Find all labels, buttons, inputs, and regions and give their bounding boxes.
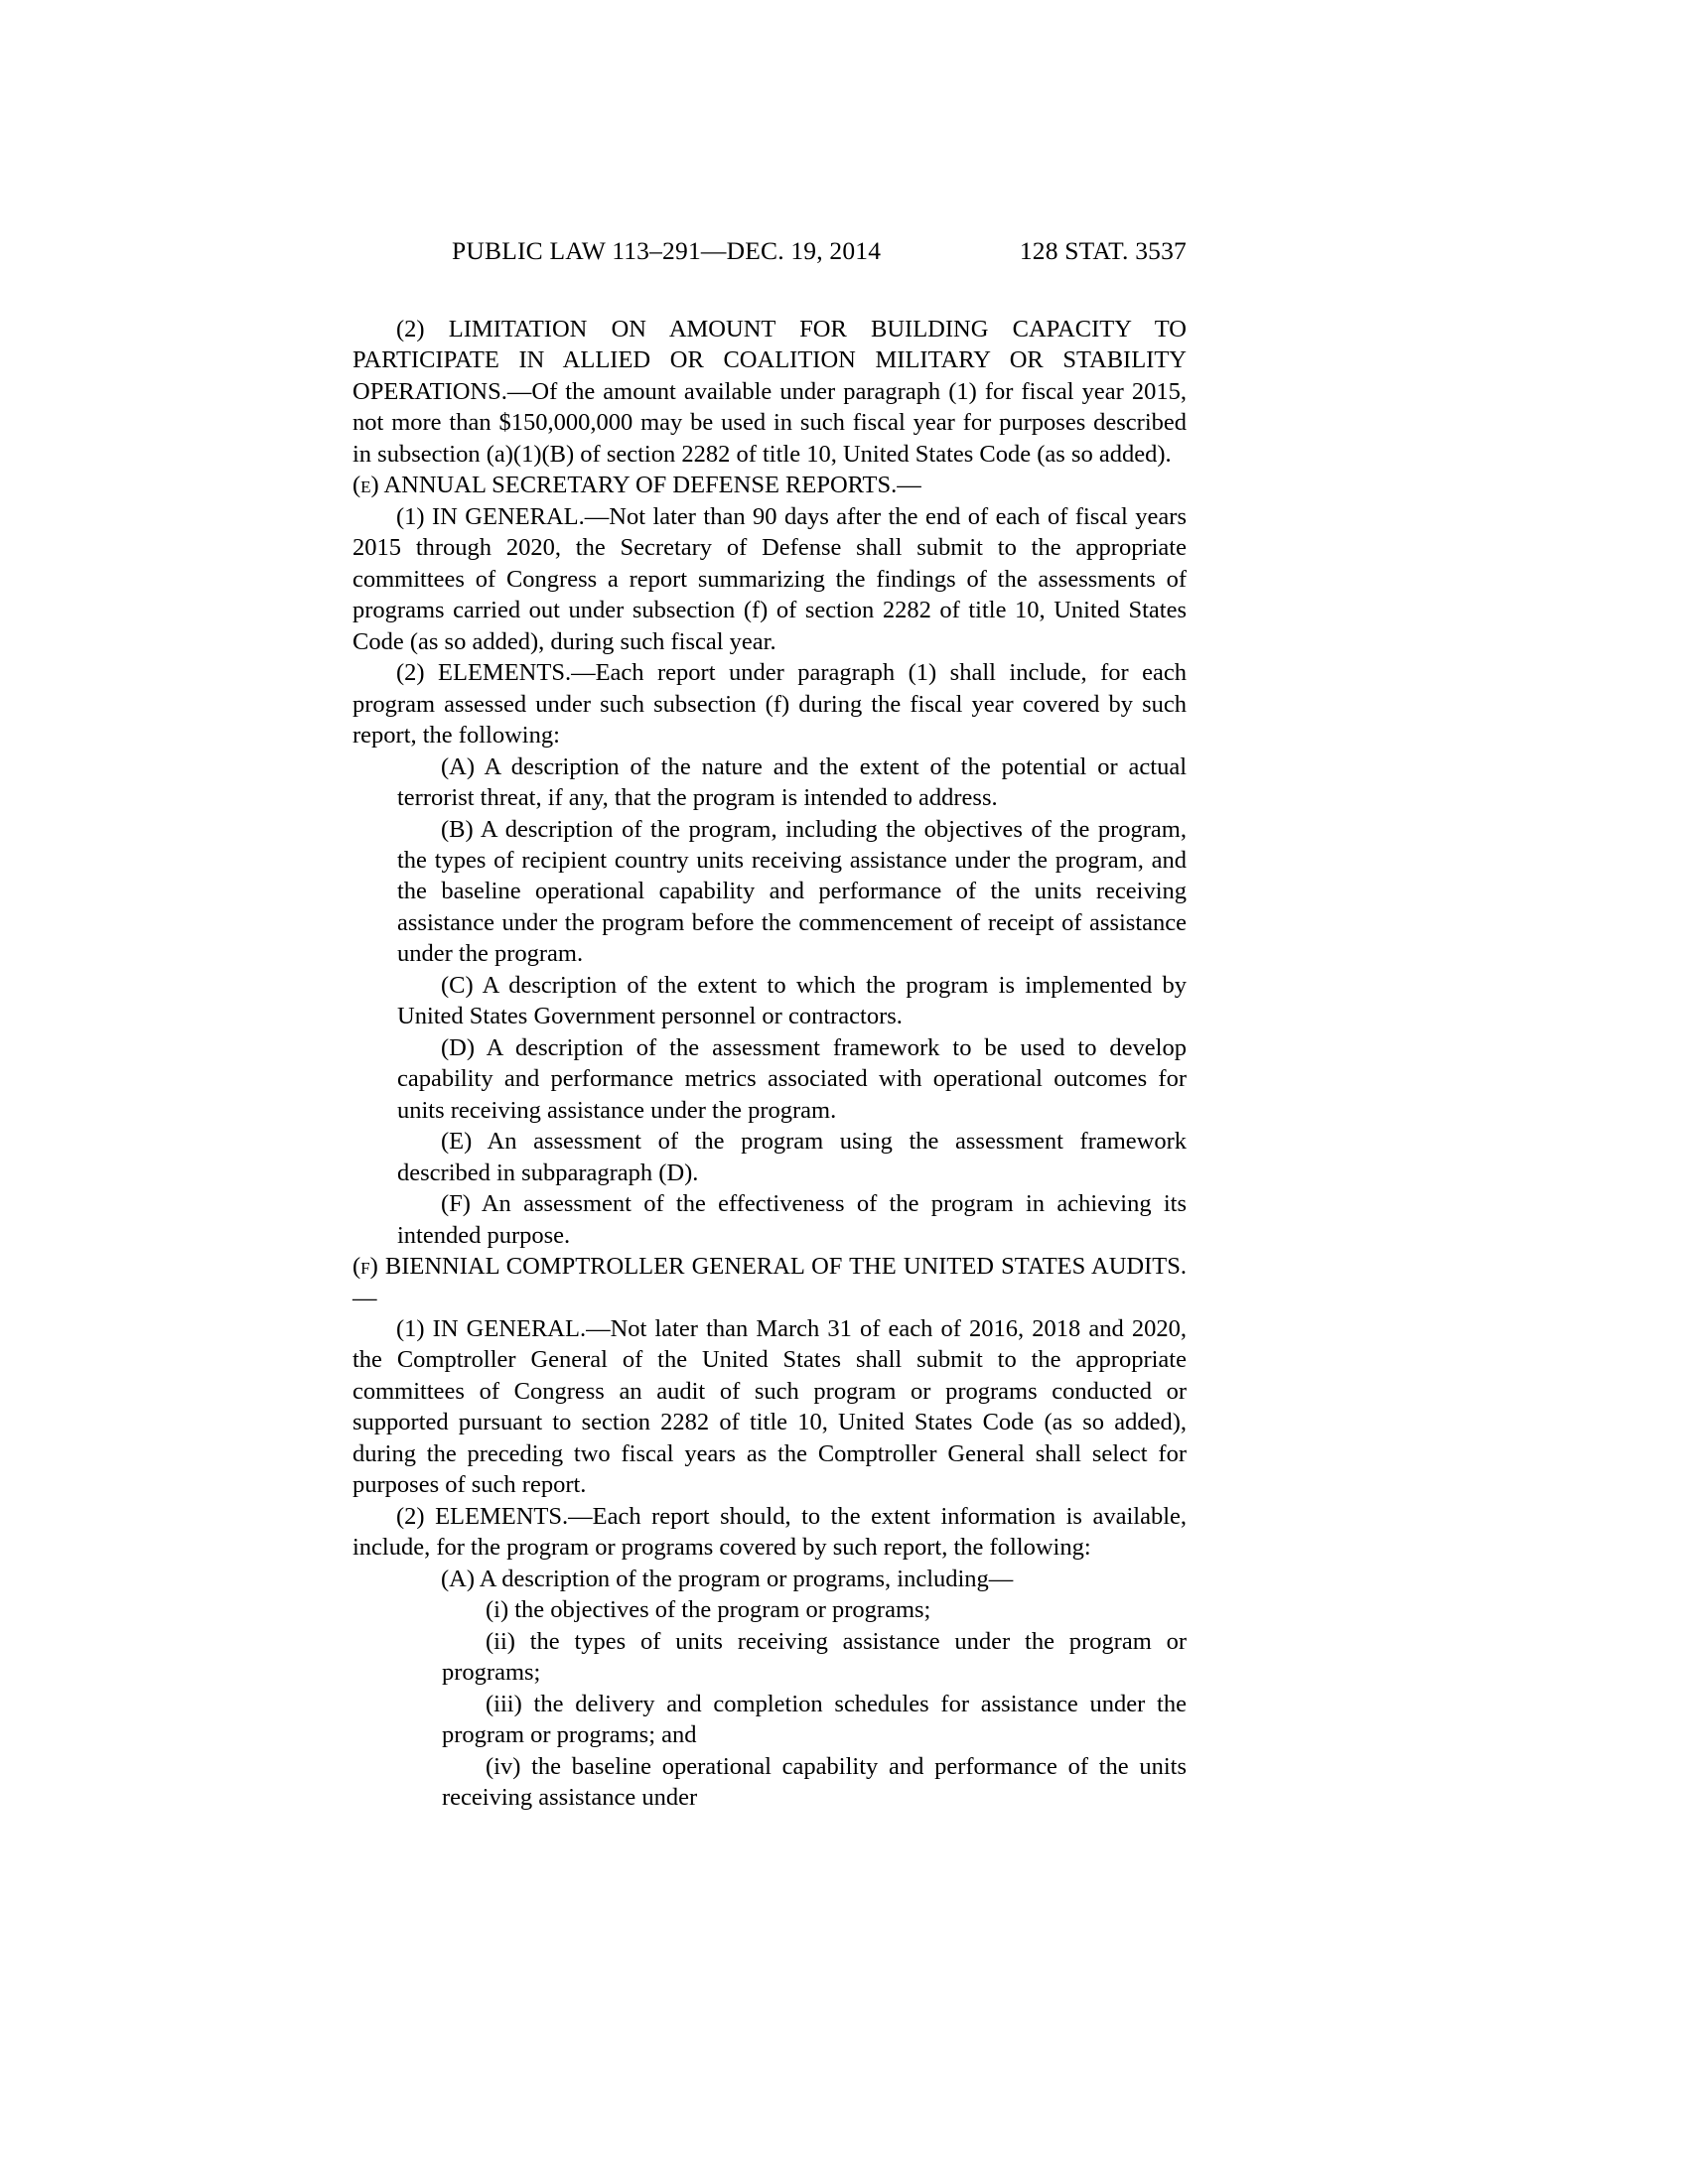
clause-i: (i) the objectives of the program or programs; (486, 1596, 931, 1624)
page-content (352, 236, 1187, 1814)
subparagraph-F: (F) An assessment of the effectiveness of the program in achieving its intended purpose. (397, 1190, 1187, 1249)
paragraph-e2 (352, 657, 1187, 751)
subparagraph-C: (C) A description of the extent to which the program is implemented by United States Government personnel or contractors. (397, 971, 1187, 1030)
subsection-f-heading: (f) BIENNIAL COMPTROLLER GENERAL OF THE UNITED STATES AUDITS.— (352, 1253, 1187, 1311)
clause-ii: (ii) the types of units receiving assistance under the program or programs; (442, 1627, 1187, 1687)
clause-iii: (iii) the delivery and completion schedules for assistance under the program or programs; and (442, 1690, 1187, 1749)
paragraph-f2-text: —Each report should, to the extent information is available, include, for the program or programs covered by such report, the following: (352, 1502, 1188, 1562)
paragraph-f1-heading: (1) IN GENERAL. (396, 1315, 587, 1342)
subparagraph-D: (D) A description of the assessment framework to be used to develop capability and performance metrics associated with operational outcomes for units receiving assistance under the program. (397, 1033, 1187, 1124)
subparagraph-E: (E) An assessment of the program using the assessment framework described in subparagraph (D). (397, 1128, 1187, 1186)
running-head-left: PUBLIC LAW 113–291—DEC. 19, 2014 (452, 236, 882, 265)
paragraph-2-text: —Of the amount available under paragraph (1) for fiscal year 2015, not more than $150,000,000 may be used in such fiscal year for purposes described in subsection (a)(1)(B) of section 2282 of title 10, United States Code (as so added). (352, 377, 1187, 468)
subsection-e-heading: (e) ANNUAL SECRETARY OF DEFENSE REPORTS.— (352, 472, 921, 499)
running-head (352, 236, 1187, 266)
paragraph-e2-text: —Each report under paragraph (1) shall include, for each program assessed under such subsection (f) during the fiscal year covered by such report, the following: (352, 659, 1188, 750)
paragraph-e2-heading: (2) ELEMENTS. (396, 659, 572, 687)
paragraph-2-limitation (352, 314, 1187, 470)
paragraph-e1-text: —Not later than 90 days after the end of each of fiscal years 2015 through 2020, the Secretary of Defense shall submit to the appropriate committees of Congress a report summarizing the findings of the assessments of programs carried out under subsection (f) of section 2282 of title 10, United States Code (as so added), during such fiscal year. (352, 502, 1187, 655)
paragraph-2-heading: (2) LIMITATION ON AMOUNT FOR BUILDING CAPACITY TO PARTICIPATE IN ALLIED OR COALITION MILITARY OR STABILITY OPERATIONS. (352, 316, 1187, 405)
running-head-right: 128 STAT. 3537 (1019, 236, 1187, 265)
subparagraph-f-A: (A) A description of the program or programs, including— (441, 1565, 1014, 1592)
subparagraph-B: (B) A description of the program, including the objectives of the program, the types of recipient country units receiving assistance under the program, and the baseline operational capability and performance of the units receiving assistance under the program before the commencement of receipt of assistance under the program. (397, 815, 1187, 968)
paragraph-f2-heading: (2) ELEMENTS. (396, 1502, 569, 1530)
clause-iv: (iv) the baseline operational capability and performance of the units receiving assistance under (442, 1752, 1187, 1812)
paragraph-f1 (352, 1313, 1187, 1501)
paragraph-f2 (352, 1501, 1187, 1564)
paragraph-f1-text: —Not later than March 31 of each of 2016, 2018 and 2020, the Comptroller General of the United States shall submit to the appropriate committees of Congress an audit of such program or programs conducted or supported pursuant to section 2282 of title 10, United States Code (as so added), during the preceding two fiscal years as the Comptroller General shall select for purposes of such report. (352, 1315, 1187, 1499)
subparagraph-A: (A) A description of the nature and the extent of the potential or actual terrorist threat, if any, that the program is intended to address. (397, 752, 1187, 812)
paragraph-e1 (352, 501, 1187, 657)
paragraph-e1-heading: (1) IN GENERAL. (396, 502, 585, 530)
